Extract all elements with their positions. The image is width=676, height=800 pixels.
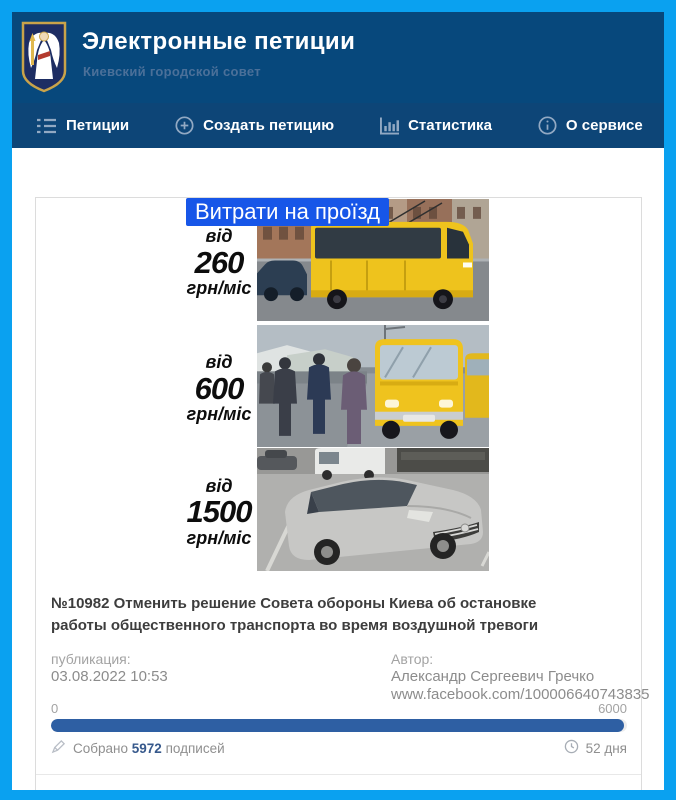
nav-item-statistics[interactable]: [380, 117, 492, 135]
progress-max: 6000: [598, 701, 627, 716]
signature-count: 5972: [131, 740, 162, 756]
days-left-value: 52 дня: [585, 740, 627, 756]
author-name: Александр Сергеевич Гречко: [391, 668, 595, 685]
content-area: [12, 148, 664, 790]
nav-item-petitions[interactable]: [36, 117, 129, 134]
info-circle-icon: [538, 116, 557, 135]
site-title: Электронные петиции: [82, 28, 356, 55]
collage-row-marshrutka: [36, 325, 490, 447]
list-icon: [36, 118, 57, 134]
publication-block: [51, 650, 168, 686]
nav-item-create-petition[interactable]: [175, 116, 334, 135]
progress-bar: [51, 719, 627, 732]
petition-title[interactable]: №10982 Отменить решение Совета обороны Киева об остановке работы общественного транспорта во время воздушной тревоги: [51, 595, 539, 634]
site-subtitle: Киевский городской совет: [83, 64, 261, 79]
car-photo: [257, 448, 489, 571]
price-label-car: від 1500 грн/міс: [186, 475, 252, 548]
publication-date: 03.08.2022 10:53: [51, 668, 168, 685]
petition-image[interactable]: [36, 198, 490, 572]
progress-fill: [51, 719, 624, 732]
author-facebook-link[interactable]: www.facebook.com/100006640743835: [391, 686, 650, 703]
marshrutka-photo: [257, 325, 489, 447]
signature-stats: [51, 739, 627, 757]
author-label: Автор:: [391, 651, 434, 667]
nav-item-label: Создать петицию: [203, 117, 335, 134]
nav-item-label: О сервисе: [565, 117, 643, 134]
price-label-marshrutka: від 600 грн/міс: [186, 352, 252, 425]
card-divider: [36, 774, 641, 775]
petition-card: [35, 197, 650, 790]
main-nav: [12, 103, 664, 148]
price-label-trolleybus: від 260 грн/міс: [186, 226, 252, 299]
publication-label: публикация:: [51, 651, 131, 667]
progress-range: [51, 701, 627, 716]
collage-row-car: [36, 448, 490, 571]
signature-pen-icon: [51, 739, 66, 757]
site-page: [12, 12, 664, 790]
signatures-collected: Собрано 5972 подписей: [51, 739, 225, 757]
kyiv-coat-of-arms-icon[interactable]: [21, 21, 67, 93]
site-header: [12, 12, 664, 103]
author-block: [391, 650, 650, 704]
collage-banner: Витрати на проїзд: [186, 198, 389, 226]
bar-chart-icon: [380, 117, 399, 135]
plus-circle-icon: [175, 116, 194, 135]
days-left: [564, 739, 627, 757]
nav-item-label: Статистика: [408, 117, 492, 134]
progress-min: 0: [51, 701, 59, 716]
clock-icon: [564, 739, 579, 757]
nav-item-about[interactable]: [538, 116, 643, 135]
nav-item-label: Петиции: [66, 117, 130, 134]
